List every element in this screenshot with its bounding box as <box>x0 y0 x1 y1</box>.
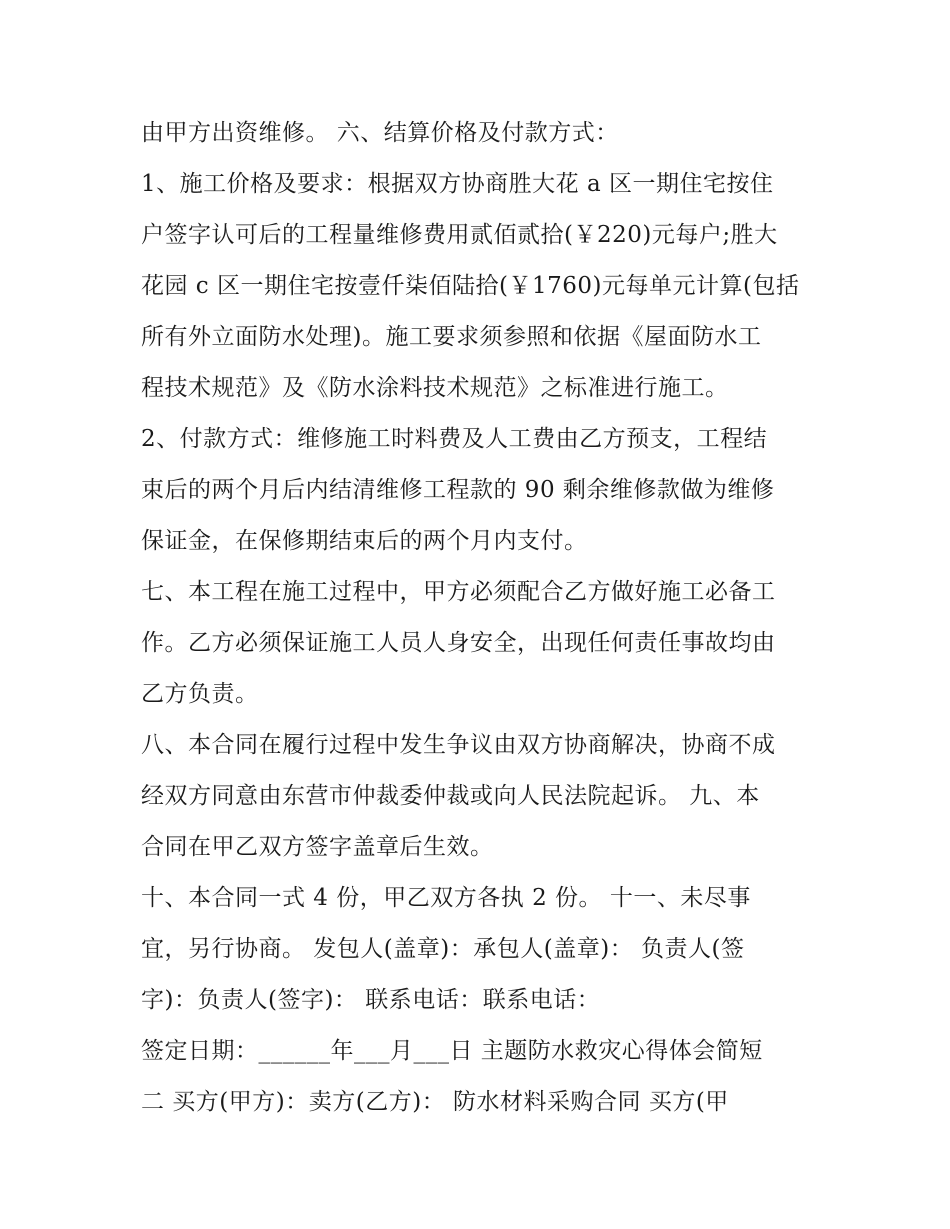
text-line: 乙方负责。 <box>141 681 259 707</box>
text-line: 宜，另行协商。 发包人(盖章)：承包人(盖章)： 负责人(签 <box>141 936 745 962</box>
text-line: 二 买方(甲方)：卖方(乙方)： 防水材料采购合同 买方(甲 <box>141 1089 729 1115</box>
text-line: 户签字认可后的工程量维修费用贰佰贰拾(￥220)元每户;胜大 <box>141 222 778 248</box>
text-line: 十、本合同一式 4 份，甲乙双方各执 2 份。 十一、未尽事 <box>141 885 751 911</box>
text-line: 束后的两个月后内结清维修工程款的 90 剩余维修款做为维修 <box>141 477 775 503</box>
text-line: 七、本工程在施工过程中，甲方必须配合乙方做好施工必备工 <box>141 579 776 605</box>
text-line: 所有外立面防水处理)。施工要求须参照和依据《屋面防水工 <box>141 324 762 350</box>
text-line: 保证金，在保修期结束后的两个月内支付。 <box>141 528 588 554</box>
document-body <box>141 108 831 1128</box>
text-line: 签定日期：______年___月___日 主题防水救灾心得体会简短 <box>141 1038 763 1064</box>
text-line: 程技术规范》及《防水涂料技术规范》之标准进行施工。 <box>141 375 729 401</box>
text-line: 1、施工价格及要求：根据双方协商胜大花 a 区一期住宅按住 <box>141 171 774 197</box>
text-line: 由甲方出资维修。 六、结算价格及付款方式： <box>141 120 619 146</box>
text-line: 合同在甲乙双方签字盖章后生效。 <box>141 834 494 860</box>
text-line: 作。乙方必须保证施工人员人身安全，出现任何责任事故均由 <box>141 630 776 656</box>
text-line: 花园 c 区一期住宅按壹仟柒佰陆拾(￥1760)元每单元计算(包括 <box>141 273 800 299</box>
text-line: 八、本合同在履行过程中发生争议由双方协商解决，协商不成 <box>141 732 776 758</box>
text-line: 经双方同意由东营市仲裁委仲裁或向人民法院起诉。 九、本 <box>141 783 760 809</box>
text-line: 2、付款方式：维修施工时料费及人工费由乙方预支，工程结 <box>141 426 768 452</box>
text-line: 字)：负责人(签字)： 联系电话：联系电话： <box>141 987 601 1013</box>
